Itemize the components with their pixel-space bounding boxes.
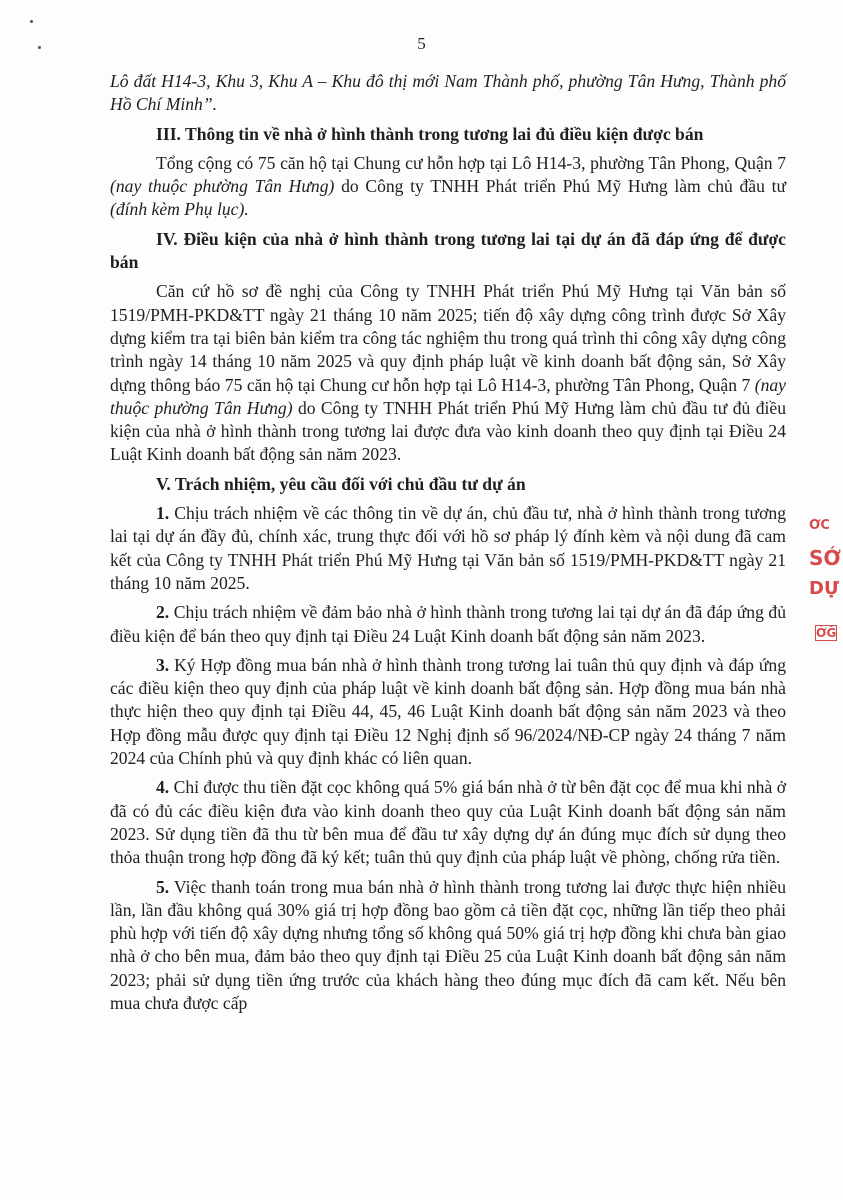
section-heading-iii: III. Thông tin về nhà ở hình thành trong tương lai đủ điều kiện được bán — [156, 123, 704, 144]
item-text: Chịu trách nhiệm về đảm bảo nhà ở hình thành trong tương lai tại dự án đã đáp ứng đủ điều kiện để bán theo quy định tại Điều 24 Luật Kinh doanh bất động sản năm 2023. — [110, 602, 786, 646]
list-item-5 — [110, 876, 786, 1016]
page-number: 5 — [417, 34, 426, 53]
text-run-italic: (nay thuộc phường Tân Hưng) — [110, 374, 786, 418]
item-text: Chịu trách nhiệm về các thông tin về dự án, chủ đầu tư, nhà ở hình thành trong tương lai tại dự án đầy đủ, chính xác, trung thực đối với hồ sơ pháp lý đính kèm và nội dung đã cam kết của Công ty TNHH Phát triển Phú Mỹ Hưng tại Văn bản số 1519/PMH-PKD&TT ngày 21 tháng 10 năm 2025. — [110, 503, 786, 593]
red-stamp-fragment: SỞ — [809, 546, 841, 570]
document-body — [110, 70, 786, 1021]
list-item-1 — [110, 502, 786, 595]
section-heading-iv: IV. Điều kiện của nhà ở hình thành trong tương lai tại dự án đã đáp ứng để được bán — [110, 228, 786, 273]
item-number: 1. — [156, 503, 170, 524]
red-stamp-fragment: ỞĞ — [816, 626, 837, 640]
item-number: 4. — [156, 777, 170, 798]
item-text: Việc thanh toán trong mua bán nhà ở hình thành trong tương lai được thực hiện nhiều lần, lần đầu không quá 30% giá trị hợp đồng bao gồm cả tiền đặt cọc, những lần tiếp theo phải phù hợp với tiến độ xây dựng nhưng tổng số không quá 50% giá trị hợp đồng khi chưa bàn giao nhà ở cho bên mua, đảm bảo theo quy định tại Điều 25 của Luật Kinh doanh bất động sản năm 2023; phải sử dụng tiền ứng trước của khách hàng theo đúng mục đích đã cam kết. Nếu bên mua chưa được cấp — [110, 876, 786, 1013]
item-text: Chỉ được thu tiền đặt cọc không quá 5% giá bán nhà ở từ bên đặt cọc để mua khi nhà ở đã có đủ các điều kiện đưa vào kinh doanh theo quy của Luật Kinh doanh bất động sản năm 2023. Sử dụng tiền đã thu từ bên mua để đầu tư xây dựng dự án đúng mục đích sử dụng theo thỏa thuận trong hợp đồng đã ký kết; tuân thủ quy định của pháp luật về phòng, chống rửa tiền. — [110, 777, 786, 868]
item-text: Ký Hợp đồng mua bán nhà ở hình thành trong tương lai tuân thủ quy định và đáp ứng các điều kiện theo quy định của pháp luật về kinh doanh bất động sản. Hợp đồng mua bán nhà thực hiện theo quy định tại Điều 44, 45, 46 Luật Kinh doanh bất động sản năm 2023 và theo Hợp đồng mẫu được quy định tại Điều 12 Nghị định số 96/2024/NĐ-CP ngày 24 tháng 7 năm 2024 của Chính phủ và quy định khác có liên quan. — [110, 654, 786, 769]
red-stamp-fragment: ỞC — [809, 518, 830, 533]
text-run: Căn cứ hồ sơ đề nghị của Công ty TNHH Phát triển Phú Mỹ Hưng tại Văn bản số 1519/PMH-PKD&TT ngày 21 tháng 10 năm 2025; tiến độ xây dựng công trình được Sở Xây dựng kiểm tra tại biên bản kiểm tra công tác nghiệm thu trong quá trình thi công xây dựng công trình ngày 14 tháng 10 năm 2025 và quy định pháp luật về kinh doanh bất động sản, Sở Xây dựng thông báo 75 căn hộ tại Chung cư hỗn hợp tại Lô H14-3, phường Tân Phong, Quận 7 — [110, 281, 786, 395]
paragraph-conditions — [110, 280, 786, 466]
list-item-4 — [110, 776, 786, 869]
text-run-italic: (đính kèm Phụ lục). — [110, 199, 249, 220]
item-number: 5. — [156, 876, 170, 897]
list-item-2 — [110, 601, 786, 648]
paragraph-location: Lô đất H14-3, Khu 3, Khu A – Khu đô thị mới Nam Thành phố, phường Tân Hưng, Thành phố Hồ Chí Minh”. — [110, 71, 786, 115]
item-number: 2. — [156, 602, 170, 623]
item-number: 3. — [156, 654, 170, 675]
section-heading-v: V. Trách nhiệm, yêu cầu đối với chủ đầu tư dự án — [156, 473, 526, 494]
text-run: do Công ty TNHH Phát triển Phú Mỹ Hưng làm chủ đầu tư — [334, 176, 786, 197]
text-run-italic: (nay thuộc phường Tân Hưng) — [110, 176, 335, 197]
text-run: Tổng cộng có 75 căn hộ tại Chung cư hỗn hợp tại Lô H14-3, phường Tân Phong, Quận 7 — [156, 152, 786, 173]
list-item-3 — [110, 654, 786, 770]
text-run: do Công ty TNHH Phát triển Phú Mỹ Hưng làm chủ đầu tư đủ điều kiện của nhà ở hình thành trong tương lai được đưa vào kinh doanh theo quy định tại Điều 24 Luật Kinh doanh bất động sản năm 2023. — [110, 397, 786, 465]
red-stamp-fragment: DỰ — [809, 578, 839, 599]
paragraph-apartment-count — [110, 152, 786, 222]
scan-speck — [30, 20, 33, 23]
